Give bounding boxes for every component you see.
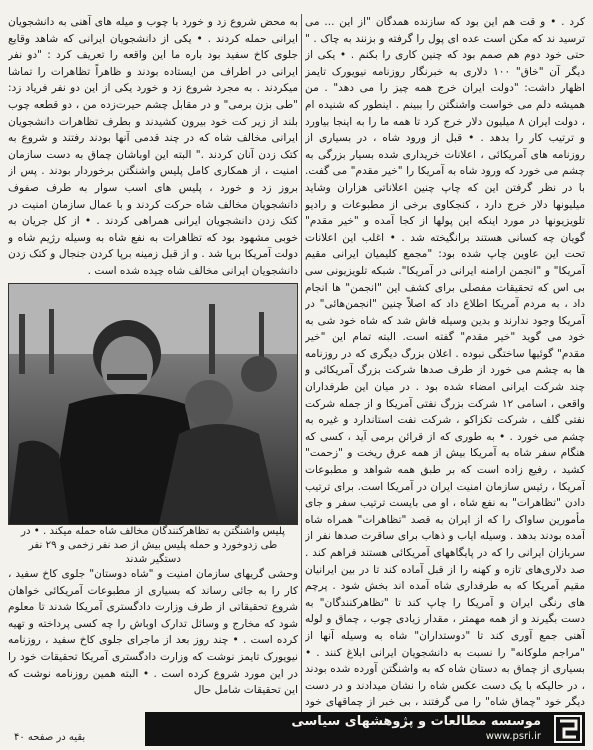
watermark-banner xyxy=(145,712,585,746)
continued-on-page: بقیه در صفحه ۴۰ xyxy=(14,732,86,743)
institute-logo-icon xyxy=(551,712,585,746)
institute-url[interactable]: www.psri.ir xyxy=(485,731,541,742)
article-text-left-bottom: وحشی گریهای سازمان امنیت و "شاه دوستان" جلوی کاخ سفید ، کار را به جائی رساند که بسیاری از مطبوعات آمریکائی خواهان شروع تحقیقاتی از طرف وزارت دادگستری آمریکا شدند تا معلوم شود که مخارج و وسائل تدارک اوباش را چه کسی پرداخته و تهیه کرده است . • چند روز بعد از ماجرای جلوی کاخ سفید ، روزنامه نیویورک تایمز نوشت که وزارت دادگستری آمریکا تحقیقات خود را در این مورد شروع کرده است . • البته همین روزنامه نوشت که این تحقیقات شامل حال xyxy=(8,568,298,697)
photo-caption-text: پلیس واشنگتن به تظاهرکنندگان مخالف شاه حمله میکند . • در طی زدوخورد و حمله پلیس بیش از صد نفر زخمی و ۲۹ نفر دستگیر شدند xyxy=(21,526,285,565)
photo-caption xyxy=(12,525,294,567)
article-column-right xyxy=(305,14,585,714)
article-text-left-top: به محض شروع زد و خورد با چوب و میله های آهنی به دانشجویان ایرانی حمله کردند . • یکی از دانشجویان ایرانی که شاهد وقایع جلوی کاخ سفید بود باره ما این واقعه را تعریف کرد : "دو نفر ایرانی در اطراف من ایستاده بودند و ظاهراً تظاهرات را تماشا میکردند . به مجرد شروع زد و خورد یکی از این دو نفر فریاد زد: "طی بزن برمی" و در مقابل چشم حیرت‌زده من ، دو قطعه چوب بلند از زیر کت خود بیرون کشیدند و بطرف تظاهرات دانشجویان ایرانی مخالف شاه که در چند قدمی آنها بودند رفتند و شروع به کتک زدن آنان کردند ." البته این اوباشان چماق به دست سازمان امنیت ، از همکاری کامل پلیس واشنگتن برخوردار بودند . پس از بروز زد و خورد ، پلیس های اسب سوار به طرف صفوف دانشجویان مخالف شاه حرکت کردند و با عمال سازمان امنیت در کتک زدن دانشجویان ایرانی همراهی کردند . • از کل جریان به خوبی مشهود بود که تظاهرات به نفع شاه به وسیله رژیم شاه و دولت آمریکا برپا شد . و از قبل زمینه برپا کردن جنجال و کتک زدن دانشجویان ایرانی مخالف شاه چیده شده است . xyxy=(8,16,298,276)
article-text-right: کرد . • و قت هم این بود که سازنده همدگان "از این ... می ترسید ند که مکن است عده ای پول را گرفته و بزنند به چاک . " حتی خود دوم هم صمم بود که چنین کاری را بکنم . • یکی از دیگر آن "خاق" ۱۰۰ دلاری به خبرنگار روزنامه نیویورک تایمز اظهار داشت: "دولت ایران خرج همه چیز را می دهد" . من همیشه دلم می خواست واشنگتن را ببینم . اینطور که شنیده ام ، دولت ایران ۸ میلیون دلار خرج کرد تا همه ما را به اینجا بیاورد و ترتیب کار را بدهد . • قبل از ورود شاه ، در بسیاری از روزنامه های آمریکائی ، اعلانات خریداری شده بسیار بزرگی به چشم می خورد که ورود شاه به آمریکا را "خیر مقدم" می گفت. با در نظر گرفتن این که چاپ چنین اعلاناتی هزاران وشاید میلیونها دلار خرج دارد ، کنجکاوی برخی از مطبوعات و رادیو تلویزیونها در مورد اینکه این پولها از کجا آمده و "خیر مقدم" گویان چه کسانی هستند برانگیخته شد . • اغلب این اعلانات تحت این عاوین چاپ شده بود: "مجمع کلیمیان ایرانی مقیم آمریکا" و "انجمن ارامنه ایرانی در آمریکا". شبکه تلویزیونی سی بی اس که تحقیقات مفصلی برای کشف این "انجمن" ها انجام داد ، به مردم آمریکا اطلاع داد که اصلاً چنین "انجمن‌هائی" در آمریکا وجود ندارند و بدین وسیله فاش شد که شاه خود شی به خود می گوید "خیر مقدم" گفته است. البته تمام این "خیر مقدم" گوئیها ساختگی نبوده . اعلان بزرگ دیگری که در روزنامه ها به چشم می خورد از طرف صدها شرکت بزرگ آمریکائی و چند شرکت ایرانی امضاء شده بود . در میان این طرفداران واقعی ، اسامی ۱۲ شرکت بزرگ نفتی آمریکا و از جمله شرکت نفتی گلف ، شرکت تکزاکو ، شرکت نفت استاندارد و غیره به چشم می خورد . • به طوری که از قرائن برمی آید ، کسی که هنگام سفر شاه به آمریکا بیش از همه عرق ریخت و "زحمت" کشید ، رفیع زاده است که بر طبق همه شواهد و مطبوعات آمریکا ، رئیس سازمان امنیت ایران در آمریکا است. برای ترتیب دادن "تظاهرات" به نفع شاه ، او می بایست ترتیب سفر و جای مأمورین ساواک را که از ایران به قصد "تظاهرات" همراه شاه آمده بودند بدهد . وسیله ایاب و ذهاب برای ساقرت صدها نفر از سربازان ایرانی را که در پایگاههای آمریکائی هستند فراهم کند . صد دلاری‌های تازه و کهنه را از قبل آماده کند تا در بین ایرانیان مقیم آمریکا که به طرفداری شاه آمده اند بخش شود . پرچم های رنگی ایران و آمریکا را چاپ کند تا "تظاهرکنندگان" به دست بگیرند و از همه مهمتر ، مقدار زیادی چوب ، چماق و لوله آهنی جمع آوری کند تا "دوستداران" شاه به وسیله آنها از "مراجم ملوکانه" را نسبت به دانشجویان ایرانی ابلاغ کنند . • بسیاری از چماق به دستان شاه که به واشنگتن آورده شده بودند ، در حالیکه با یک دست عکس شاه را نشان میدادند و در دست دیگر خود "چماق شاه" را می گرفتند ، بی خبر از چماقهای خود xyxy=(305,16,585,709)
police-clash-photo xyxy=(9,284,297,524)
news-photo xyxy=(8,283,298,525)
article-column-left-bottom xyxy=(8,566,298,736)
watermark-text xyxy=(281,714,551,744)
article-column-left-top xyxy=(8,14,298,276)
column-divider xyxy=(301,14,302,729)
institute-name: موسسه مطالعات و پژوهشهای سیاسی xyxy=(291,714,541,729)
